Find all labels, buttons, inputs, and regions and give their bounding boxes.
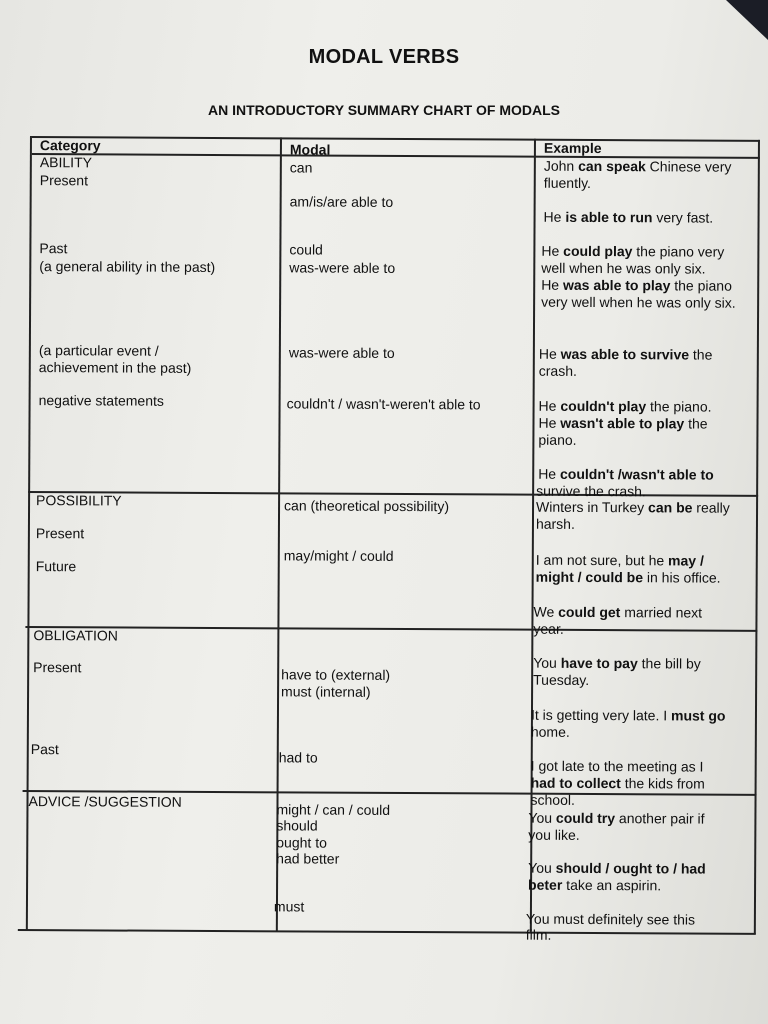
example-kids: I got late to the meeting as I [530, 757, 704, 775]
modal-should: should [276, 817, 318, 834]
modal-had-better: had better [276, 850, 340, 867]
example-married-line2: year. [533, 620, 564, 637]
page-title: MODAL VERBS [308, 46, 460, 68]
example-piano-2: He was able to play the piano [541, 276, 732, 294]
ability-negative-statements: negative statements [38, 392, 164, 409]
modal-may-might-could: may/might / could [283, 547, 394, 564]
ability-label: ABILITY [39, 154, 93, 171]
modal-might-can-could: might / can / could [276, 801, 391, 818]
example-should-line2: beter take an aspirin. [528, 876, 662, 894]
example-neg-3-line2: survive the crash. [536, 482, 646, 500]
modals-summary-table [18, 134, 760, 943]
modal-had-to: had to [278, 749, 318, 766]
example-john: John can speak Chinese very [543, 157, 732, 175]
obligation-present: Present [33, 659, 82, 676]
ability-past-general: (a general ability in the past) [39, 258, 216, 276]
page-corner-shadow [708, 0, 768, 40]
example-neg-3: He couldn't /wasn't able to [538, 465, 714, 483]
modal-negative: couldn't / wasn't-weren't able to [286, 395, 481, 413]
example-winters-line2: harsh. [535, 515, 575, 532]
modal-could: could [289, 241, 323, 258]
example-try-line2: you like. [528, 826, 580, 843]
modal-must: must [273, 898, 305, 915]
advice-label: ADVICE /SUGGESTION [28, 793, 182, 810]
example-office: I am not sure, but he may / [535, 551, 704, 569]
modal-can: can [289, 159, 313, 176]
modal-can-theoretical: can (theoretical possibility) [284, 497, 450, 515]
modal-must-internal: must (internal) [281, 683, 371, 700]
example-neg-2: He wasn't able to play the [538, 414, 708, 432]
example-piano-1-line2: well when he was only six. [541, 259, 706, 277]
example-pay: You have to pay the bill by [533, 654, 701, 672]
table-top-border [32, 136, 760, 141]
example-john-line2: fluently. [543, 174, 592, 191]
possibility-present: Present [35, 525, 85, 542]
table-bottom-border [18, 929, 756, 934]
example-film-line2: film. [525, 926, 552, 943]
example-piano-1: He could play the piano very [541, 242, 725, 260]
modal-was-were-able-2: was-were able to [288, 344, 395, 361]
example-piano-2-line2: very well when he was only six. [541, 293, 736, 311]
example-survive: He was able to survive the [538, 345, 713, 363]
table-right-border [754, 140, 760, 934]
example-winters: Winters in Turkey can be really [536, 498, 730, 516]
obligation-label: OBLIGATION [33, 627, 118, 644]
example-married: We could get married next [533, 603, 703, 621]
example-should: You should / ought to / had [528, 859, 706, 877]
modal-was-were-able: was-were able to [289, 259, 396, 276]
header-category: Category [39, 137, 101, 154]
ability-particular-event: (a particular event / [38, 342, 159, 359]
row-divider-obligation [25, 626, 757, 631]
modal-ought-to: ought to [276, 834, 327, 851]
ability-present: Present [39, 172, 89, 189]
example-office-line2: might / could be in his office. [535, 568, 721, 586]
example-late: It is getting very late. I must go [530, 706, 726, 724]
example-try: You could try another pair if [528, 809, 705, 827]
modal-am-is-are-able: am/is/are able to [289, 193, 394, 210]
example-kids-line2: had to collect the kids from [530, 774, 705, 792]
example-neg-2-line2: piano. [538, 431, 577, 448]
header-example: Example [543, 139, 602, 157]
table-left-border [26, 136, 32, 930]
obligation-past: Past [30, 741, 59, 758]
chart-subtitle: AN INTRODUCTORY SUMMARY CHART OF MODALS [207, 102, 561, 118]
example-pay-line2: Tuesday. [533, 671, 590, 688]
header-modal: Modal [289, 141, 331, 158]
example-survive-line2: crash. [538, 362, 577, 379]
example-run: He is able to run very fast. [543, 208, 714, 226]
ability-past: Past [39, 240, 68, 257]
row-divider-possibility [28, 491, 758, 496]
possibility-label: POSSIBILITY [36, 492, 122, 509]
example-late-line2: home. [530, 723, 570, 740]
example-kids-line3: school. [530, 791, 575, 808]
example-film: You must definitely see this [525, 910, 696, 928]
ability-particular-event-line2: achievement in the past) [38, 359, 192, 376]
possibility-future: Future [35, 558, 77, 575]
example-neg-1: He couldn't play the piano. [538, 397, 712, 415]
modal-have-to: have to (external) [281, 666, 391, 683]
